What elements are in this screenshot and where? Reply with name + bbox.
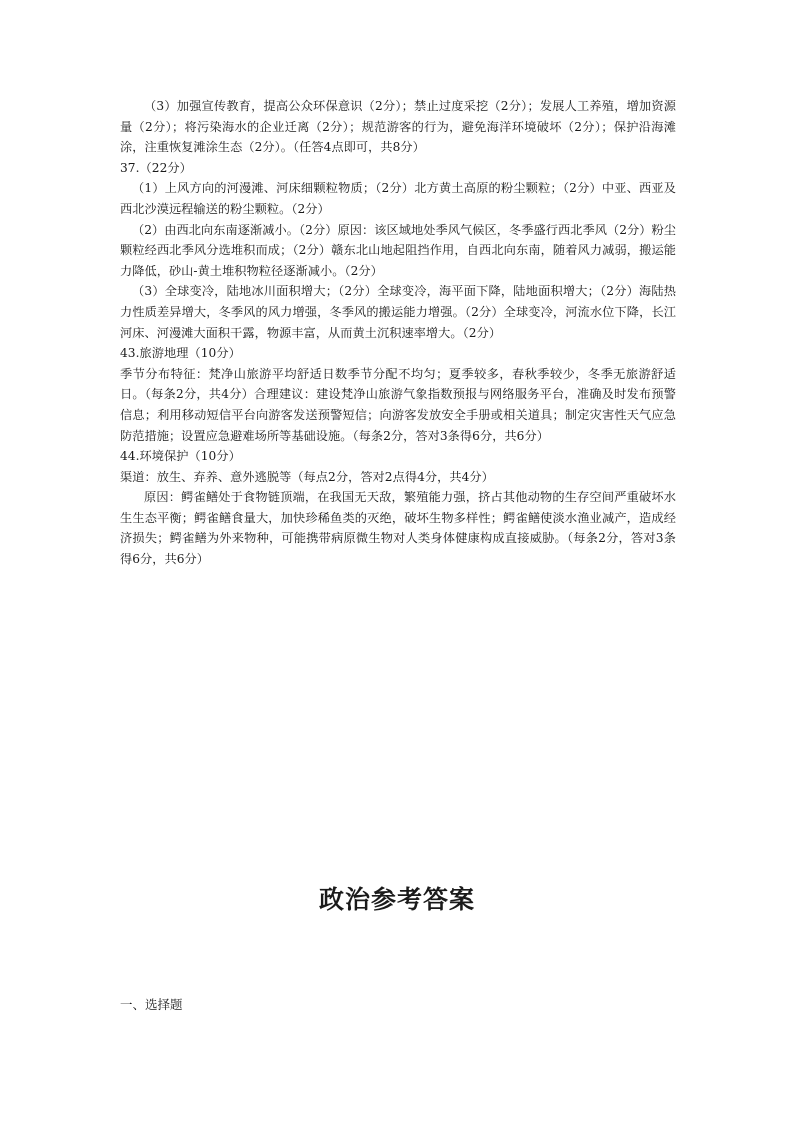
question-37-heading: 37.（22分） [120, 160, 192, 175]
answer-37-1: （1）上风方向的河漫滩、河床细颗粒物质；（2分）北方黄土高原的粉尘颗粒；（2分）中亚、西亚及西北沙漠远程输送的粉尘颗粒。（2分） [120, 181, 676, 216]
answer-37-3: （3）全球变冷，陆地冰川面积增大；（2分）全球变冷，海平面下降，陆地面积增大；（2分）海陆热力性质差异增大，冬季风的风力增强，冬季风的搬运能力增强。（2分）全球变冷，河流水位下降，长江河床、河漫滩大面积干露，物源丰富，从而黄土沉积速率增大。（2分） [120, 284, 676, 340]
multiple-choice-section-heading: 一、选择题 [120, 997, 183, 1012]
answer-44-reason: 原因：鳄雀鳝处于食物链顶端，在我国无天敌，繁殖能力强，挤占其他动物的生存空间严重破坏水生生态平衡；鳄雀鳝食量大，加快珍稀鱼类的灭绝，破坏生物多样性；鳄雀鳝使淡水渔业减产，造成经济损失；鳄雀鳝为外来物种，可能携带病原微生物对人类身体健康构成直接威胁。（每条2分，答对3条得6分，共6分） [120, 490, 676, 567]
question-43-heading: 43.旅游地理（10分） [120, 346, 241, 361]
answer-44-channel: 渠道：放生、弃养、意外逃脱等（每点2分，答对2点得4分，共4分） [120, 469, 494, 484]
question-44-heading: 44.环境保护（10分） [120, 449, 241, 464]
answer-36-3: （3）加强宣传教育，提高公众环保意识（2分）；禁止过度采挖（2分）；发展人工养殖，增加资源量（2分）；将污染海水的企业迁离（2分）；规范游客的行为，避免海洋环境破坏（2分）；保护沿海滩涂，注重恢复滩涂生态（2分）。（任答4点即可，共8分） [120, 99, 676, 155]
politics-answer-title: 政治参考答案 [318, 885, 475, 914]
answer-37-2: （2）由西北向东南逐渐减小。（2分）原因：该区域地处季风气候区，冬季盛行西北季风（2分）粉尘颗粒经西北季风分选堆积而成；（2分）赣东北山地起阻挡作用，自西北向东南，随着风力减弱，搬运能力降低，砂山-黄土堆积物粒径逐渐减小。（2分） [120, 222, 676, 278]
answer-43-body: 季节分布特征：梵净山旅游平均舒适日数季节分配不均匀；夏季较多，春秋季较少，冬季无旅游舒适日。（每条2分，共4分）合理建议：建设梵净山旅游气象指数预报与网络服务平台，准确及时发布预警信息；利用移动短信平台向游客发送预警短信；向游客发放安全手册或相关道具；制定灾害性天气应急防范措施；设置应急避难场所等基础设施。（每条2分，答对3条得6分，共6分） [120, 366, 676, 443]
geography-answer-block [120, 96, 676, 570]
